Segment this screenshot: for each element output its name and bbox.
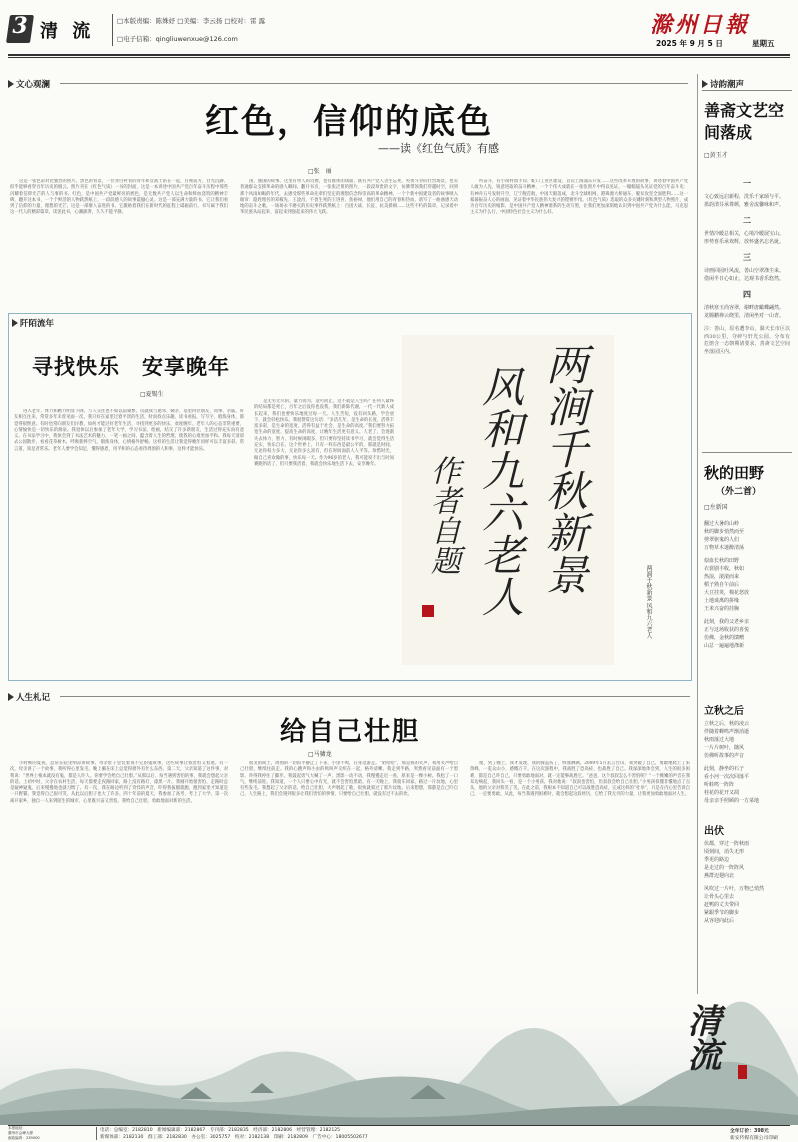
article-column-1: 小时候的夏夜，总常在院里纳凉讲故事。母亲肚子里装着说不完的鬼故事，这些故事让我害怕又着迷。有一次，母亲讲了一个故事，我听得心里发毛，晚上躺在床上总觉得窗外有什么东西。第二天，父亲知道了这件事，对我说：“世界上根本就没有鬼，都是人吓人。你要学会给自己壮胆。”从那以后，每当遇到害怕的事，我就会想起父亲的话。上初中时，父亲在农村生活，每天都要走夜路回家，路上没有路灯，漆黑一片。我刚开始很害怕，走路时总是疑神疑鬼，后来慢慢地也就习惯了。有一次，我在路边听到了奇怪的声音，吓得我拔腿就跑，跑到家里才知道是一只野猫。我觉得自己很可笑，从此以后胆子也大了许多。四十年前的夏天，我参加了高考，考上了大学，第一次离开家乡，独自一人来到陌生的城市，心里既兴奋又害怕。我给自己壮胆，勇敢地面对新的生活。 [10, 761, 228, 804]
article-column-1: 这是一张色彩对比强烈的照片。黑色的背景，一位穿白衬衣的青年和女战士站在一起，目视前方，目光沉静，似乎能够看穿百年历史的烟云。照片刊在《红色气质》一书的封面，这是一本讲述中国共产党百年奋斗历程中那些闪耀着信仰光芒的人与事的书。红色，是中国共产党最鲜亮的底色，是无数共产党人以生命和鲜血浇筑的精神丰碑，翻开这本书，一个个鲜活的人物跃然纸上，一段段感人的故事震撼心灵。这是一部充满力量的书，它让我们看到了信仰的力量，理想的光芒。这是一部催人奋进的书，它激励着我们在新时代的征程上砥砺前行，书写属于我们这一代人的精彩篇章。读罢此书，心潮澎湃，久久不能平静。 [10, 179, 228, 216]
poem-section [704, 289, 790, 320]
poem-section-number: 二 [743, 215, 751, 225]
poem-line: 墨韵清芬承尊颜，雅舍流馨咏和声。 [704, 202, 785, 208]
column-tag: 诗韵潮声 [702, 78, 744, 90]
poem-line: 万物草木迷醉清荡 [704, 545, 745, 551]
poem-line: 此刻，静坐的石子 [704, 766, 745, 772]
poem-line: 燕群迈翅向北 [704, 873, 735, 879]
poem-line: 诗画回园吐风流，善山空翠涤尘来。 [704, 268, 785, 274]
poem-line: 形势喜乐承欢辉，放怀盛名忘名诞。 [704, 239, 785, 245]
poem-line: 仿佛听故事的声音 [704, 753, 745, 759]
column-tag: 人生札记 [8, 691, 50, 703]
page-number: 3 [12, 13, 28, 39]
poem2-title: 秋的田野 [704, 464, 765, 482]
article-author: □张 丽 [308, 168, 332, 175]
column-tag: 阡陌流年 [12, 317, 54, 329]
poetry-column [702, 74, 792, 994]
right-column-divider [697, 74, 698, 994]
poem3-body [704, 720, 790, 805]
poem-line: 衣裳剧丰收，秋如 [704, 566, 745, 572]
poem-line: 立秋之后，秋的凌云 [704, 721, 750, 727]
poem2-subtitle: （外二首） [716, 487, 762, 497]
poem-line: 桂花的花开又凋 [704, 790, 740, 796]
poem-section [704, 252, 790, 283]
poem4-body [704, 840, 790, 925]
article-column-2: 国，强国的故事。这里有单人的肖像，也有群体的场面，既有共产党人舍生忘死、英勇斗争的壮烈场景，也有普通群众支援革命的感人瞬间。翻开书页，一张张泛黄的照片、一段段珍贵的文字，仿佛带领我们穿越时空，回到那个风雨如晦的年代，去感受那些革命先辈们坚定的理想信念和崇高的革命精神。一个个新中国建设者的故事映入眼帘：隐姓埋名的邓稼先、王淦昌，不畏生死的王进喜，焦裕禄，他们用自己的青春和热血，谱写了一曲曲感天动地的奋斗之歌。一场场永不磨灭的历史事件跃然纸上：百团大战、长征、抗美援朝……这些不朽的篇章，记录着中华民族从站起来、富起来到强起来的伟大飞跃。 [240, 179, 458, 216]
poem-line: 伴随着蝉鸣声渐消逝 [704, 729, 750, 735]
article-subtitle: ——读《红色气质》有感 [378, 142, 499, 155]
poem2-body [704, 520, 790, 650]
poem-line: 秋雨落过大地 [704, 737, 735, 743]
poem-line: 秋的脚步悄然而至 [704, 529, 745, 535]
poem-line: 山总一遍遍地涤新 [704, 643, 745, 649]
poem-line: 似血长秋的田野 [704, 558, 740, 564]
footer-price: 全年订价：398元 [730, 1129, 769, 1134]
second-article [10, 315, 690, 679]
poem-title: 善斋文艺空间落成 [704, 101, 785, 142]
poem-section-number: 三 [743, 252, 751, 262]
seal-stamp-icon [738, 1065, 747, 1079]
section-name: 清 流 [40, 21, 95, 42]
poem-line: 正与这场收获的喜悦 [704, 627, 750, 633]
poem-sections [704, 178, 790, 356]
poem-line: 母亲亲手照顾的一方菜地 [704, 798, 760, 804]
poem-line: 让骨头心里去 [704, 894, 735, 900]
header-rule-thin [8, 57, 790, 58]
poem-section [704, 178, 790, 209]
poem-line: 王米兴奋的挂胸 [704, 606, 740, 612]
poem-line: 清秋寒玉尚容翠，谢畔唐瞰蝶翩然。 [704, 305, 785, 311]
calligraphy-column-2: 风和九六老人 [476, 365, 525, 617]
calligraphy-stamp: 清流 [681, 1003, 721, 1071]
issue-weekday: 星期五 [752, 39, 775, 48]
poem-line: 从容迎向此后 [704, 918, 735, 924]
paper-logo: 滁州日報 [650, 12, 751, 38]
column-tag-rule [60, 83, 688, 84]
poem-line: 此刻，我的父老乡亲 [704, 619, 750, 625]
poem4-title: 出伏 [704, 826, 724, 837]
poem-line: 风吹过一片叶，万物已悄然 [704, 886, 765, 892]
article-title: 寻找快乐 安享晚年 [32, 354, 230, 379]
article-column-2: 很叉的间土，周围的一切似乎静止了下来，小虫不鸣，在身边游走。“哈哈哈”，那是我的笑声，我用笑声给自己壮胆，继续往前走。我的心跳声和小虫的鸣叫声交织在一起，格外清晰。我走到半路，突然看见前面有一个黑影，吓得我停住了脚步。我鼓起勇气大喊了一声，黑影一动不动，我慢慢走近一看，原来是一棵小树。我松了一口气，继续前进。我知道，一个人只要心中有光，就不会害怕黑暗。有一天晚上，我骑车回家，路过一片坟地，心里有些发毛。我想起了父亲的话，给自己壮胆，大声唱起了歌，很快就骑过了那片坟地。后来想想，那都是自己吓自己。人生路上，我们会遇到很多让我们害怕的事情，只要给自己壮胆，就没有过不去的坎。 [240, 761, 458, 798]
header-divider-vertical [112, 14, 113, 46]
poem-section-number: 一 [743, 178, 751, 188]
poem-section [704, 215, 790, 246]
poem-line: 龙腾鹏禅云绕里，清闲坐对一山青。 [704, 313, 785, 319]
email-credit: □电子信箱：qingliuwenxue@126.com [117, 35, 238, 43]
footer-postcode: 邮政编码：239000 [8, 1136, 40, 1140]
poem-line: 顷刻间，消失无形 [704, 849, 745, 855]
poem-line: 世情冷暖总相关，心境冷暖展宝山。 [704, 231, 785, 237]
poem-line: 土地谈离的拼缘 [704, 598, 740, 604]
poem-note: 注：善山，原名遭李山，滁天长市区以西30公里，夺碎与轩光公园，分布有危熔含一态朝期诸要求，善斋文艺空间坐落园区内。 [704, 326, 790, 355]
article-author: □夏锡生 [140, 391, 164, 398]
editor-credits: □本版责编：陈姝妤 □美编：李云扬 □校对：雷 露 [117, 17, 266, 25]
column-tag-rule [60, 696, 690, 697]
article-column-3: 所奋斗，有小岗村血手印、蛇口工业区建设、首次上海浦东开发……这些改革开放的故事，讲述着中国共产党人敢为人先、锐意进取的奋斗精神，一个个伟大成就在一张张照片中得以见证。一幅幅镜头见证党的百年奋斗史：有神舟五号发射升空，辽宁舰首航，中国天眼落成，北斗全球组网，港珠澳大桥通车，脱贫攻坚全面胜利……这一幕幕振奋人心的画面，见证着中华民族伟大复兴的铿锵步伐。《红色气质》选取的众多关键时刻和典型人物照片，成为百年历史的缩影，是中国共产党人精神谱系的生动写照，让我们更加深刻地认识到中国共产党为什么能，马克思主义为什么行，中国特色社会主义为什么好。 [470, 179, 688, 216]
article-column-2: 是无穷无尽的。量力而为，适可而止，这不就是人生吗？任何人最终的结局都是死亡，百年之后没你也没我，我们新陈代谢，一代一代新人成长起来，我们也要快乐地度过每一天。人生苦短，没有回头路，学会放下，就会轻松快乐。我很赞赏这句话：“多活几年，是生命的长度，活得丰富多彩，是生命的宽度，活得有益于社会，是生命的高度。”我们要努力拓宽生命的宽度，提高生命的高度，让晚年生活更有意义。人老了，会逐渐失去体力，智力，有时候闲暇多，但只要你坚持读书学习，就会觉得生活充实，快乐自在。这个世界上，只有一样东西是最公平的，那就是时间，无论你权力多大，无论你多么富有，但在时间面前人人平等。珍惜时光，做自己喜欢做的事，快乐每一天。作为96岁的老人，我可能说不出与时间赛跑的话了，但只要我活着，我就会快乐地生活下去，安享晚年。 [254, 399, 394, 467]
poem-line: 热浪，滚滚而来 [704, 574, 740, 580]
poem-line: 剪翠驱鬼的人们 [704, 537, 740, 543]
poem3-title: 立秋之后 [704, 706, 744, 717]
article-title: 给自己壮胆 [279, 717, 420, 747]
poem-line: 大豆挂荚，棉花怒放 [704, 590, 750, 596]
footer-phones-2: 新媒体部：2182130 群工部：2182830 办公室：3025757 校对：2182138 印刷：2182809 广告中心：18005502677 [100, 1135, 368, 1140]
footer-address: 滁州市会峰大厦 [8, 1131, 34, 1135]
mountain-landscape-icon [0, 995, 798, 1125]
poem-line: 赶鸭的丈夫带回 [704, 902, 740, 908]
footer-printer: 新安传媒有限公司印刷 [730, 1136, 778, 1141]
poem-line: 一片片树叶，随风 [704, 745, 745, 751]
calligraphy-column-3: 作者自题 [425, 455, 460, 575]
poem-line: 仿佛，金秋的馈赠 [704, 635, 745, 641]
footer-divider [96, 1127, 97, 1140]
main-article [8, 74, 690, 304]
calligraphy-artwork [402, 335, 614, 665]
poem-section-number: 四 [743, 289, 751, 299]
calligraphy-caption: 两涧千秋新景 风和九六老人 [645, 565, 652, 639]
footer-phones-1: 电话：总编室：2182810 新闻编辑部：2182867 专刊部：2182835 经济部：2182806 经营管理：2182125 [100, 1128, 341, 1133]
page-header [0, 0, 798, 66]
poem-author: □黄玉才 [704, 152, 728, 159]
poem2-author: □左新国 [704, 504, 728, 511]
page-footer [0, 1125, 798, 1142]
poem-line: 文心致远启新程，洗乐千家颂与平。 [704, 194, 785, 200]
calligraphy-column-1: 两涧千秋新景 [540, 343, 589, 595]
poem-line: 借闲半日心如止，达观书香乐悠然。 [704, 276, 785, 282]
poem-line: 紧跟季节的脚步 [704, 910, 740, 916]
poem-line: 稻子熟自午前后 [704, 582, 740, 588]
column-tag-rule [702, 90, 792, 91]
issue-date: 2025 年 9 月 5 日 [656, 39, 723, 48]
article-column-1: 进入老年，体力和精力明显下降，与人交往也不如以前频繁，仅就我与邀邻、姨亲、基里四位朋友，同事、亲戚、好友相互往来，常常多年未曾见面一次，我只好在家里过着平淡的生活，时而找点乐趣，读书看报，写写字，锻炼身体，都觉得很惬意。有时也常向朋友们讨教，如何才能过好老年生活，寻找到更多的快乐，欢度晚年。老年人的心态非常重要，心情愉快是一切快乐的源泉。我退休以后参加了老年大学，学习书法、绘画，结交了许多新朋友，生活过得充实而有意义。在书法学习中，我体会到了书法艺术的魅力，一笔一画之间，蕴含着人生的哲理，使我的心境更加平和。我每天清晨去公园散步，看看花草树木，呼吸新鲜空气，锻炼身体，心情格外舒畅。这样的生活让我觉得晚年同样可以丰富多彩。常言道，知足者常乐。老年人要学会知足，懂得感恩，用平和的心态看待周围的人和事，这样才能快乐。 [14, 409, 244, 452]
article-column-3: 爬，到了晚上，我才发现，我的膝盖伤了，鲜血淋漓。2009年5月去云台山，我突破了自己，勇敢地爬上了茱萸峰，一览众山小，感慨万千。在这次旅程中，我战胜了恐高症，也战胜了自己。我深深地体会到，人生的很多困难，都是自己吓自己，只要勇敢地面对，就一定能够战胜它。“爸爸，这个叔叔怎么不害怕呢？”一个稚嫩的声音在我耳边响起，我回头一看，是一个小男孩，我对他说：“叔叔也害怕，但叔叔会给自己壮胆。”小男孩似懂非懂地点了点头，他的父亲对我笑了笑。在此之前，我根本不知道自己可以战胜恐高症，完成这样的“壮举”，只是在内心里告诉自己，一定要勇敢。从此，每当我遇到困难时，就会想起这段经历，它给了我无穷的力量，让我更加勇敢地面对人生。 [470, 761, 690, 798]
poem-line: 看小河一次次回落平 [704, 774, 750, 780]
footer-address-label: 本报地址： [8, 1126, 26, 1130]
article-author: □马骕龙 [308, 751, 332, 758]
footer-rule [8, 1125, 790, 1126]
poem-divider [702, 452, 792, 453]
poem-line: 季更的路边 [704, 857, 730, 863]
poem-line: 听蛙鸣一阵阵 [704, 782, 735, 788]
landscape-illustration [0, 995, 798, 1125]
poem-line: 翻过大暑的山岭 [704, 521, 740, 527]
third-article [8, 687, 692, 1027]
header-rule [8, 54, 790, 56]
article-title: 红色，信仰的底色 [205, 102, 493, 142]
seal-stamp-icon [422, 605, 434, 617]
column-tag: 文心观澜 [8, 78, 50, 90]
poem-line: 伏都，穿过一阵秋雨 [704, 841, 750, 847]
poem-line: 是走过的一阵阵风 [704, 865, 745, 871]
